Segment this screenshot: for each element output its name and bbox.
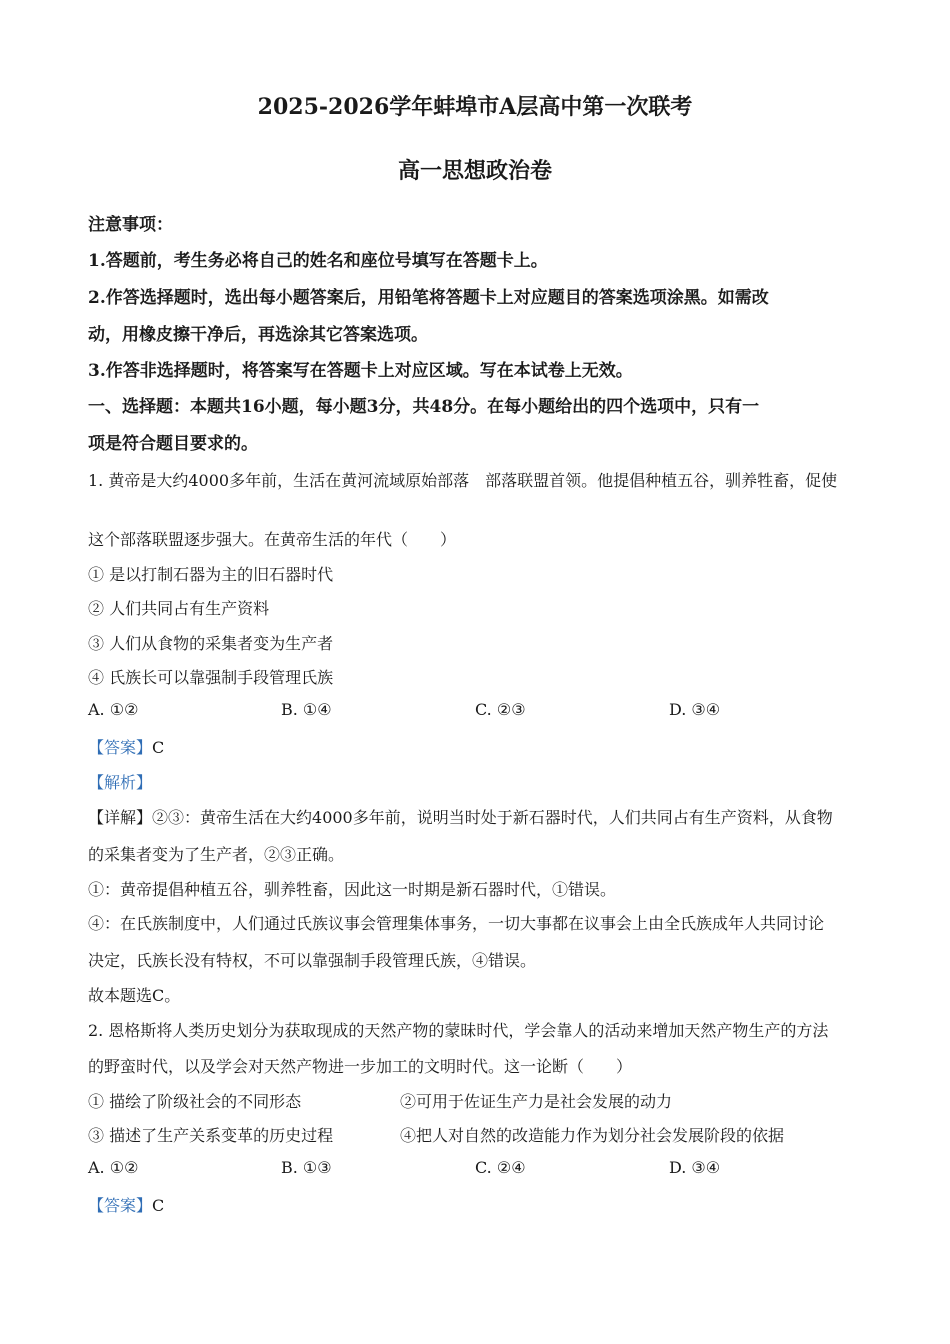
q2-statement-1: ① 描绘了阶级社会的不同形态 xyxy=(88,1092,302,1111)
q1-detail-line-3: ①：黄帝提倡种植五谷，驯养牲畜，因此这一时期是新石器时代，①错误。 xyxy=(88,880,617,899)
q1-statement-1: ① 是以打制石器为主的旧石器时代 xyxy=(88,565,334,584)
exam-subtitle: 高一思想政治卷 xyxy=(397,158,552,184)
q2-statement-4: ④把人对自然的改造能力作为划分社会发展阶段的依据 xyxy=(400,1126,785,1145)
section-heading-line-2: 项是符合题目要求的。 xyxy=(88,434,258,454)
notice-item-1: 1.答题前，考生务必将自己的姓名和座位号填写在答题卡上。 xyxy=(88,251,548,271)
q2-answer-tag: 【答案】 xyxy=(88,1196,153,1215)
q1-option-a: A. ①② xyxy=(88,700,139,719)
notice-item-2-line-2: 动，用橡皮擦干净后，再选涂其它答案选项。 xyxy=(88,325,428,345)
q1-conclusion: 故本题选C。 xyxy=(88,986,181,1005)
q1-statement-4: ④ 氏族长可以靠强制手段管理氏族 xyxy=(88,668,334,687)
q2-stem-line-2: 的野蛮时代，以及学会对天然产物进一步加工的文明时代。这一论断（ ） xyxy=(88,1057,633,1076)
q2-stem-line-1: 2. 恩格斯将人类历史划分为获取现成的天然产物的蒙昧时代，学会靠人的活动来增加天然产物生产的方法 xyxy=(88,1021,829,1040)
q1-stem-line-2: 这个部落联盟逐步强大。在黄帝生活的年代（ ） xyxy=(88,530,457,549)
q1-detail-text-1: ②③：黄帝生活在大约4000多年前，说明当时处于新石器时代，人们共同占有生产资料，从食物 xyxy=(152,808,833,827)
notice-item-2-line-1: 2.作答选择题时，选出每小题答案后，用铅笔将答题卡上对应题目的答案选项涂黑。如需改 xyxy=(88,288,769,308)
notice-heading: 注意事项： xyxy=(88,215,173,235)
q1-analysis-tag: 【解析】 xyxy=(88,773,153,792)
q1-option-c: C. ②③ xyxy=(475,700,526,719)
q1-detail-line-5: 决定，氏族长没有特权，不可以靠强制手段管理氏族，④错误。 xyxy=(88,951,537,970)
q2-option-b: B. ①③ xyxy=(281,1158,332,1177)
q2-option-a: A. ①② xyxy=(88,1158,139,1177)
q1-option-b: B. ①④ xyxy=(281,700,332,719)
q2-answer xyxy=(88,1193,164,1216)
q1-detail-line-4: ④：在氏族制度中，人们通过氏族议事会管理集体事务，一切大事都在议事会上由全氏族成年人共同讨论 xyxy=(88,914,825,933)
q1-option-d: D. ③④ xyxy=(669,700,721,719)
q1-detail-line-1 xyxy=(88,805,833,828)
q2-answer-value: C xyxy=(152,1196,165,1215)
q1-detail-line-2: 的采集者变为了生产者，②③正确。 xyxy=(88,845,345,864)
section-heading-line-1: 一、选择题：本题共16小题，每小题3分，共48分。在每小题给出的四个选项中，只有一 xyxy=(88,397,760,417)
q2-option-d: D. ③④ xyxy=(669,1158,721,1177)
q1-statement-3: ③ 人们从食物的采集者变为生产者 xyxy=(88,634,334,653)
notice-item-3: 3.作答非选择题时，将答案写在答题卡上对应区域。写在本试卷上无效。 xyxy=(88,361,633,381)
q1-statement-2: ② 人们共同占有生产资料 xyxy=(88,599,270,618)
q1-answer-value: C xyxy=(152,738,165,757)
q2-option-c: C. ②④ xyxy=(475,1158,526,1177)
q1-answer-tag: 【答案】 xyxy=(88,738,153,757)
q2-statement-2: ②可用于佐证生产力是社会发展的动力 xyxy=(400,1092,673,1111)
exam-title: 2025-2026学年蚌埠市A层高中第一次联考 xyxy=(257,94,693,120)
q2-statement-3: ③ 描述了生产关系变革的历史过程 xyxy=(88,1126,334,1145)
q1-stem-line-1: 1. 黄帝是大约4000多年前，生活在黄河流域原始部落 部落联盟首领。他提倡种植五谷，驯养牲畜，促使 xyxy=(88,471,838,490)
q1-answer xyxy=(88,735,164,758)
q1-detail-tag: 【详解】 xyxy=(88,808,153,827)
